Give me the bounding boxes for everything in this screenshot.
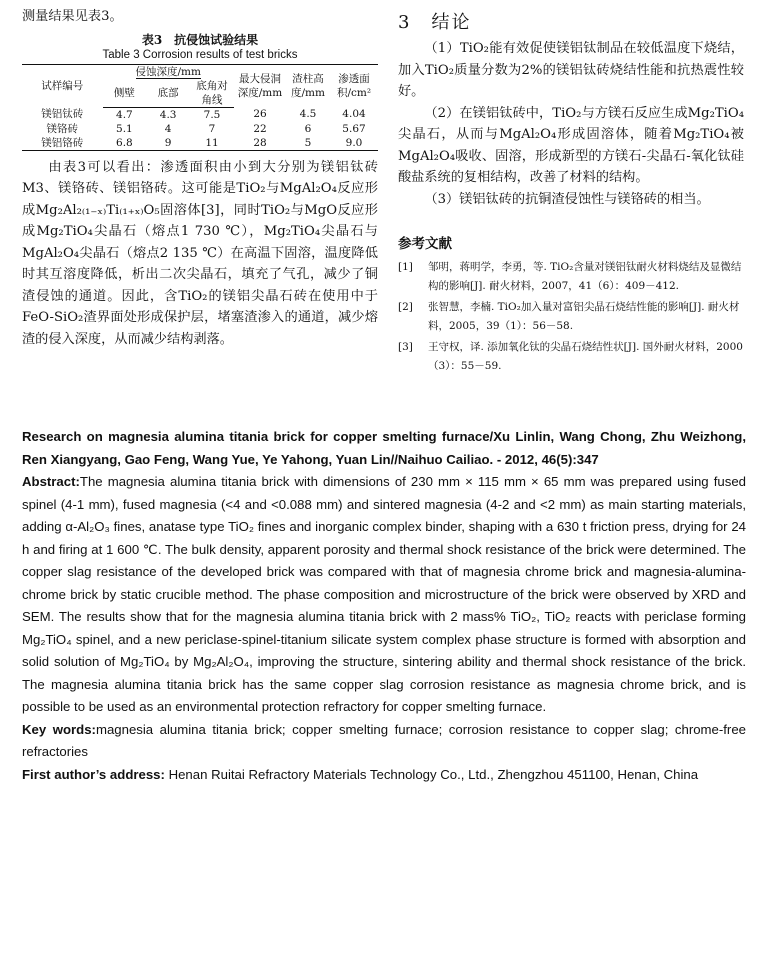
header-penetration: 渗透面积/cm² [330,64,378,107]
table-row [22,122,378,136]
table-row [22,136,378,151]
header-side: 侧壁 [103,79,147,108]
cell-diag: 7 [208,122,216,135]
conclusion-3: （3）镁铝钛砖的抗铜渣侵蚀性与镁铬砖的相当。 [424,191,710,207]
cell-name: 镁铬砖 [46,122,78,135]
discussion-paragraph: 由表3可以看出：渗透面积由小到大分别为镁铝钛砖M3、镁铬砖、镁铝铬砖。这可能是TiO₂与MgAl₂O₄反应形成Mg₂Al₂₍₁₋ₓ₎Ti₍₁₊ₓ₎O₅固溶体[3]，同时TiO₂与MgO反应形成Mg₂TiO₄尖晶石（熔点1 730 ℃），Mg₂TiO₄尖晶石与MgAl₂O₄尖晶石（熔点2 135 ℃）在高温下固溶，温度降低时其互溶度降低，析出二次尖晶石，填充了气孔，减少了铜渣侵蚀的通道。因此，含TiO₂的镁铝尖晶石砖在使用中于FeO-SiO₂渣界面处形成保护层，堵塞渣渗入的通道，减少熔渣的侵入深度，从而减少结构剥落。 [22,159,378,347]
header-depth-group: 侵蚀深度/mm [103,64,235,79]
abstract-text: The magnesia alumina titania brick with dimensions of 230 mm × 115 mm × 65 mm was prepared using fused spinel (4-1 mm), fused magnesia (<4 and <0.088 mm) and sintered magnesia (4-2 and <2 mm) as main starting materials, adding α-Al₂O₃ fines, anatase type TiO₂ fines and inorganic complex binder, shaping with a 630 t friction press, drying for 24 h and firing at 1 600 ℃. The bulk density, apparent porosity and thermal shock resistance of the brick were determined. The copper slag resistance of the developed brick was compared with that of magnesia chrome brick and magnesia-alumina-chrome brick by static crucible method. The phase composition and microstructure of the brick were observed by XRD and SEM. The results show that for the magnesia alumina titania brick with 2 mass% TiO₂, TiO₂ reacts with periclase forming Mg₂TiO₄ spinel, and a new periclase-spinel-titanium silicate system complex phase structure is formed with absorption and solid solution of Mg₂TiO₄ by Mg₂Al₂O₄, improving the structure, sintering ability and thermal shock resistance of the brick. The magnesia alumina titania brick has the same copper slag corrosion resistance as magnesia chrome brick, and is possible to be used as an environmental protection refractory for copper smelting furnace. [22,474,746,714]
cell-max: 26 [253,108,267,121]
header-sample: 试样编号 [22,64,103,107]
reference-text: 王守权，译. 添加氧化钛的尖晶石烧结性状[J]. 国外耐火材料，2000（3）：55－59. [428,341,743,372]
table-caption-en: Table 3 Corrosion results of test bricks [102,48,298,61]
keywords-text: magnesia alumina titania brick; copper smelting furnace; corrosion resistance to copper slag; chrome-free refractories [22,721,746,759]
cell-side: 4.7 [116,108,133,121]
reference-number: [3] [398,341,413,353]
cell-slag: 5 [286,136,330,151]
reference-item [398,258,744,296]
cell-slag: 4.5 [299,108,317,121]
reference-item [398,298,744,336]
reference-item [398,338,744,376]
table-row [22,107,378,122]
cell-side: 6.8 [103,136,147,151]
address-paragraph [22,764,746,787]
cell-side: 5.1 [116,122,133,135]
intro-line: 测量结果见表3。 [22,9,123,24]
left-column [22,6,378,350]
cell-bottom: 4.3 [159,108,177,121]
reference-number: [1] [398,261,413,273]
cell-name: 镁铝钛砖 [41,108,84,121]
cell-pen: 4.04 [342,108,366,121]
reference-text: 张智慧，李楠. TiO₂加入量对富铝尖晶石烧结性能的影响[J]. 耐火材料，2005，39（1）：56－58. [428,301,740,332]
reference-number: [2] [398,301,413,313]
reference-text: 邹明，蒋明学，李勇，等. TiO₂含量对镁铝钛耐火材料烧结及显微结构的影响[J]. 耐火材料，2007，41（6）：409－412. [428,261,742,292]
citation-title: Research on magnesia alumina titania brick for copper smelting furnace/Xu Linlin, Wang Chong, Zhu Weizhong, Ren Xiangyang, Gao Feng, Wang Yue, Ye Yahong, Yuan Lin//Naihuo Cailiao. - 2012, 46(5):347 [22,429,746,467]
cell-diag: 7.5 [203,108,221,121]
corrosion-results-table [22,64,378,151]
cell-name: 镁铝铬砖 [22,136,103,151]
cell-diag: 11 [190,136,234,151]
address-label: First author’s address: [22,766,165,782]
section-title-conclusion: 3 结论 [398,12,472,33]
conclusion-2: （2）在镁铝钛砖中，TiO₂与方镁石反应生成Mg₂TiO₄尖晶石，从而与MgAl₂O₄形成固溶体，随着Mg₂TiO₄被MgAl₂O₄吸收、固溶，形成新型的方镁石-尖晶石-氧化钛硅酸盐系统的复相结构，改善了材料的结构。 [398,105,744,185]
header-diagonal: 底角对角线 [190,79,234,108]
cell-pen: 9.0 [330,136,378,151]
keywords-paragraph [22,719,746,764]
header-max-depth: 最大侵洞深度/mm [234,64,286,107]
english-abstract [22,426,746,786]
address-text: Henan Ruitai Refractory Materials Technology Co., Ltd., Zhengzhou 451100, Henan, China [168,766,699,782]
abstract-paragraph [22,471,746,719]
cell-slag: 6 [304,122,312,135]
cell-max: 22 [253,122,267,135]
conclusion-1: （1）TiO₂能有效促使镁铝钛制品在较低温度下烧结，加入TiO₂质量分数为2%的镁铝钛砖烧结性能和抗热震性较好。 [398,41,744,99]
cell-max: 28 [234,136,286,151]
cell-bottom: 4 [164,122,172,135]
cell-pen: 5.67 [342,122,366,135]
cell-bottom: 9 [146,136,190,151]
right-column [398,6,744,378]
table-caption-cn: 表3 抗侵蚀试验结果 [141,32,259,47]
header-slag-height: 渣柱高度/mm [286,64,330,107]
keywords-label: Key words: [22,721,96,737]
header-bottom: 底部 [146,79,190,108]
references-title: 参考文献 [398,236,452,252]
abstract-label: Abstract: [22,474,80,489]
